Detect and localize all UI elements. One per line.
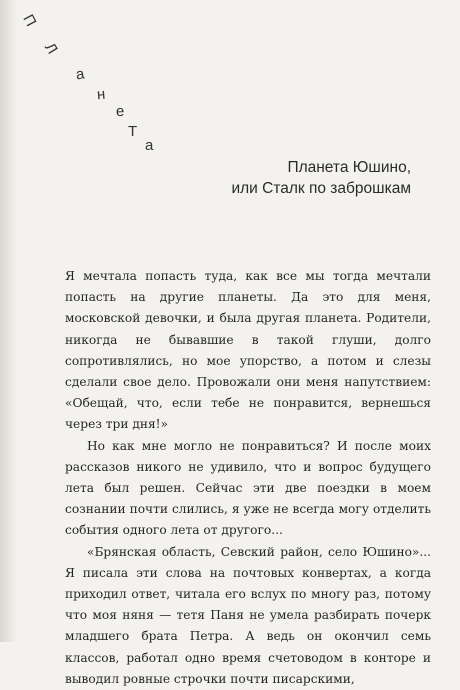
page-gutter-shadow — [0, 0, 18, 642]
heading-letter-7: а — [145, 137, 154, 154]
heading-letter-5: е — [115, 102, 125, 121]
heading-letter-1: П — [19, 11, 40, 30]
heading-letter-4: н — [96, 85, 107, 104]
paragraph-3: «Брянская область, Севский район, село Юшино»... Я писала эти слова на почтовых конвертах, а когда приходил ответ, читала его вслух по многу раз, потому что моя няня — тетя Паня не умела разбирать почерк младшего брата Петра. А ведь он окончил семь классов, работал одно время счетоводом в конторе и выводил ровные строчки почти писарскими, — [65, 544, 431, 686]
paragraph-2: Но как мне могло не понравиться? И после моих рассказов никого не удивило, что и вопрос будущего лета был решен. Сейчас эти две поездки в моем сознании почти слились, я уже не всегда могу отделить события одного лета от другого... — [65, 438, 431, 538]
chapter-title — [231, 157, 411, 199]
chapter-title-line-1: Планета Юшино, — [287, 159, 411, 176]
paragraph-1: Я мечтала попасть туда, как все мы тогда мечтали попасть на другие планеты. Да это для меня, московской девочки, и была другая планета. Родители, никогда не бывавшие в такой глуши, долго сопротивлялись, но мое упорство, а потом и слезы сделали свое дело. Провожали они меня напутствием: «Обещай, что, если тебе не понравится, вернешься через три дня!» — [65, 269, 431, 432]
chapter-title-line-2: или Сталк по заброшкам — [231, 180, 411, 197]
heading-letter-2: Л — [41, 39, 61, 58]
heading-letter-6: Т — [128, 123, 138, 140]
heading-letter-3: а — [74, 65, 86, 84]
body-text — [65, 266, 431, 690]
